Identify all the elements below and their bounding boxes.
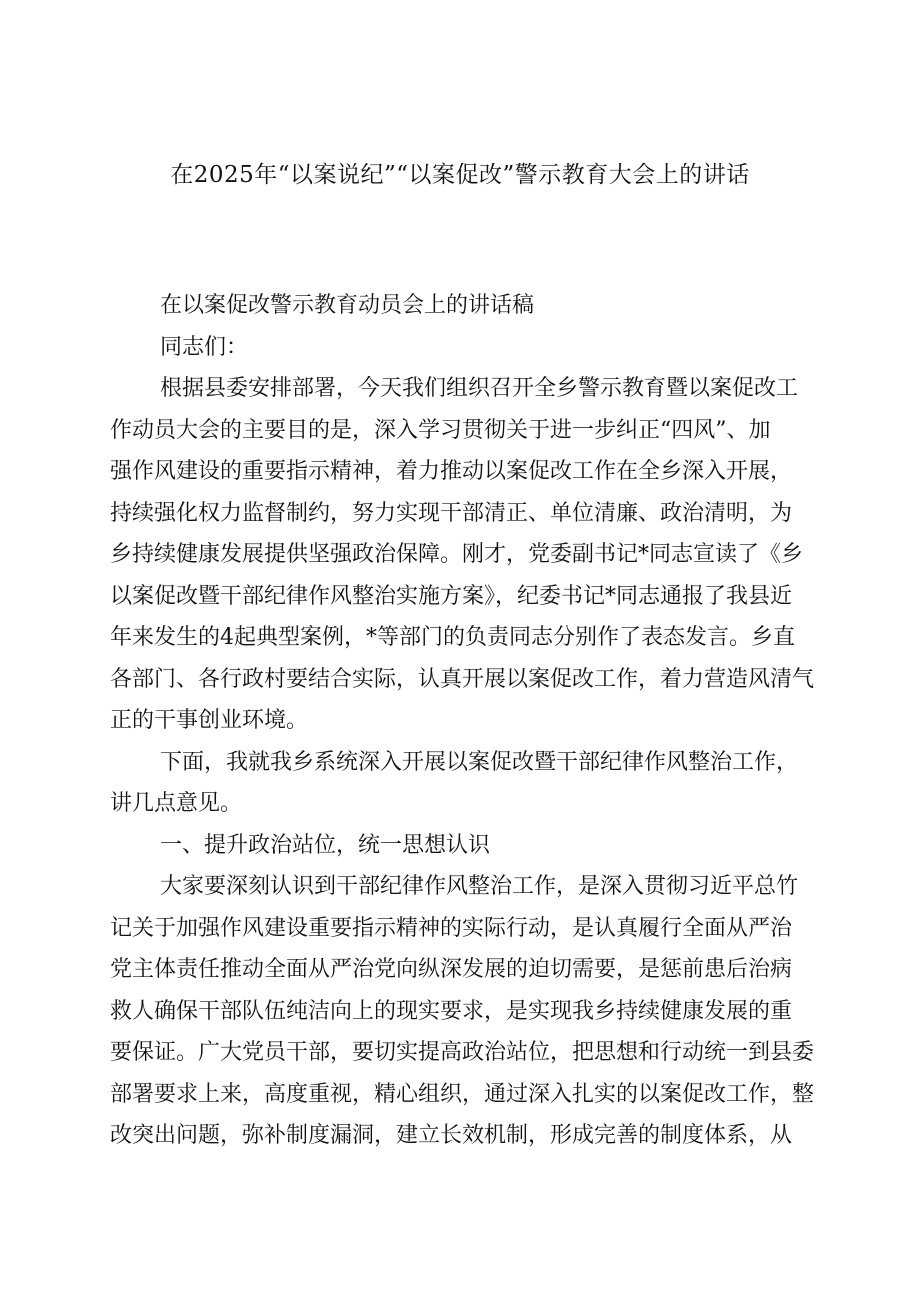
text-line: 作动员大会的主要目的是，深入学习贯彻关于进一步纠正“四风”、加	[110, 417, 771, 443]
text-line: 讲几点意见。	[110, 791, 243, 816]
text-line: 年来发生的4起典型案例，*等部门的负责同志分别作了表态发言。乡直	[110, 625, 795, 650]
text-line: 乡持续健康发展提供坚强政治保障。刚才，党委副书记*同志宣读了《乡	[110, 542, 804, 567]
text-line: 各部门、各行政村要结合实际，认真开展以案促改工作，着力营造风清气	[110, 666, 815, 692]
text-line: 根据县委安排部署，今天我们组织召开全乡警示教育暨以案促改工	[160, 376, 799, 401]
text-line: 下面，我就我乡系统深入开展以案促改暨干部纪律作风整治工作，	[160, 749, 799, 775]
document-body	[110, 285, 835, 1157]
text-line: 大家要深刻认识到干部纪律作风整治工作，是深入贯彻习近平总竹	[160, 874, 799, 899]
text-line: 救人确保干部队伍纯洁向上的现实要求，是实现我乡持续健康发展的重	[110, 998, 793, 1024]
text-line: 要保证。广大党员干部，要切实提高政治站位，把思想和行动统一到县委	[110, 1040, 815, 1065]
text-line: 记关于加强作风建设重要指示精神的实际行动，是认真履行全面从严治	[110, 915, 793, 941]
document-title: 在2025年“以案说纪”“以案促改”警示教育大会上的讲话	[170, 162, 750, 188]
text-line: 一、提升政治站位，统一思想认识	[160, 832, 491, 858]
text-line: 同志们：	[160, 334, 249, 360]
text-line: 正的干事创业环境。	[110, 708, 309, 733]
text-line: 在以案促改警示教育动员会上的讲话稿	[160, 293, 535, 318]
text-line: 改突出问题，弥补制度漏洞，建立长效机制，形成完善的制度体系，从	[110, 1123, 793, 1148]
text-line: 部署要求上来，高度重视，精心组织，通过深入扎实的以案促改工作，整	[110, 1081, 815, 1107]
text-line: 以案促改暨干部纪律作风整治实施方案》，纪委书记*同志通报了我县近	[110, 583, 793, 609]
text-line: 党主体责任推动全面从严治党向纵深发展的迫切需要，是惩前患后治病	[110, 957, 793, 982]
text-line: 强作风建设的重要指示精神，着力推动以案促改工作在全乡深入开展，	[110, 459, 793, 484]
text-line: 持续强化权力监督制约，努力实现干部清正、单位清廉、政治清明，为	[110, 500, 793, 526]
